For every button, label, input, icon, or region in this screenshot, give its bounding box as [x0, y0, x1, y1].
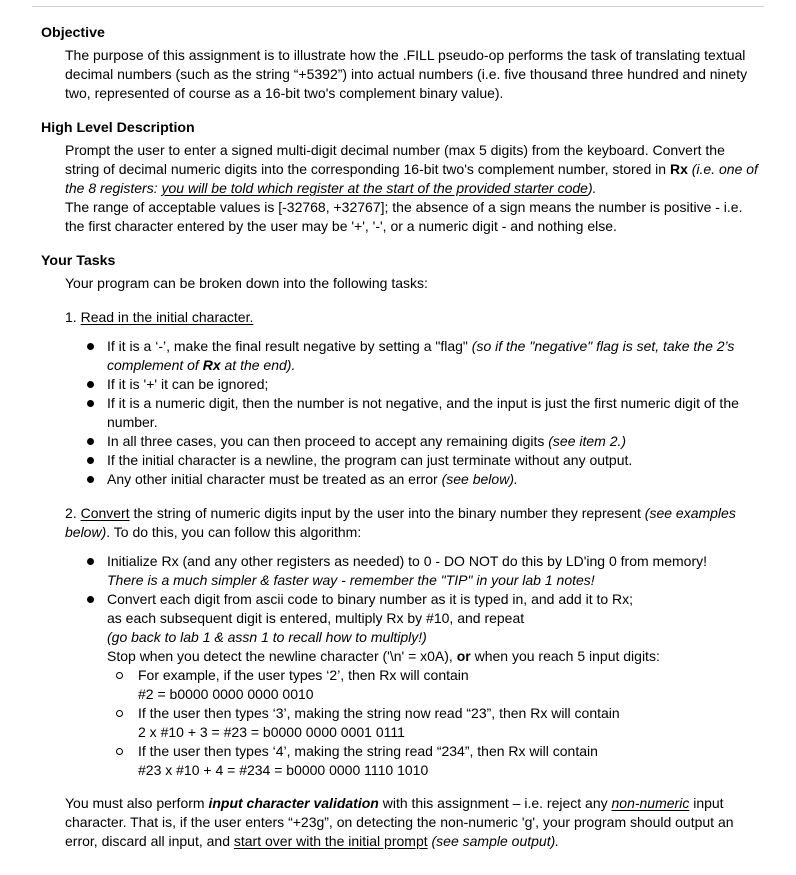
high-level-heading: High Level Description [41, 120, 195, 136]
objective-section [41, 24, 761, 103]
task-2 [65, 504, 761, 780]
validation-paragraph: You must also perform input character validation with this assignment – i.e. reject any non-numeric input character. That is, if the user enters “+23g”, on detecting the non-numeric 'g', your program should output an error, discard all input, and start over with the initial prompt (see sample output). [65, 795, 734, 849]
tasks-intro: Your program can be broken down into the following tasks: [65, 275, 428, 291]
objective-heading: Objective [41, 25, 105, 41]
example-item: For example, if the user types ‘2’, then Rx will contain #2 = b0000 0000 0000 0010 [138, 666, 761, 704]
example-item: If the user then types ‘3’, making the string now read “23”, then Rx will contain 2 x #10 + 3 = #23 = b0000 0000 0001 0111 [138, 704, 761, 742]
list-item: Any other initial character must be treated as an error (see below). [107, 470, 761, 489]
document-body [41, 24, 761, 867]
example-list [107, 666, 761, 780]
objective-text: The purpose of this assignment is to illustrate how the .FILL pseudo-op performs the task of translating textual decimal numbers (such as the string “+5392”) into actual numbers (i.e. five thousand three hundred and ninety two, represented of course as a 16-bit two's complement binary value). [65, 47, 748, 101]
list-item: If it is a numeric digit, then the number is not negative, and the input is just the first numeric digit of the number. [107, 394, 761, 432]
task-1-bullets [65, 337, 761, 489]
list-item: If it is a ‘-’, make the final result negative by setting a "flag" (so if the "negative" flag is set, take the 2’s complement of Rx at the end). [107, 337, 761, 375]
task-1 [65, 308, 761, 489]
example-item: If the user then types ‘4’, making the string read “234”, then Rx will contain #23 x #10 + 4 = #234 = b0000 0000 1110 1010 [138, 742, 761, 780]
task-2-bullets [65, 552, 761, 780]
tasks-heading: Your Tasks [41, 253, 116, 269]
task-1-title: 1. Read in the initial character. [65, 309, 254, 325]
list-item: If it is '+' it can be ignored; [107, 375, 761, 394]
page-top-rule [32, 6, 764, 7]
list-item: In all three cases, you can then proceed to accept any remaining digits (see item 2.) [107, 432, 761, 451]
high-level-paragraph-2: The range of acceptable values is [-32768, +32767]; the absence of a sign means the number is positive - i.e. the first character entered by the user may be '+', '-', or a numeric digit - and nothing else. [65, 199, 743, 234]
register-note-link: you will be told which register at the start of the provided starter code [161, 180, 588, 196]
list-item: Initialize Rx (and any other registers as needed) to 0 - DO NOT do this by LD'ing 0 from memory! There is a much simpler & faster way - remember the "TIP" in your lab 1 notes! [107, 552, 761, 590]
task-2-title: 2. Convert the string of numeric digits input by the user into the binary number they represent (see examples below). To do this, you can follow this algorithm: [65, 505, 736, 540]
tasks-section [41, 252, 761, 851]
high-level-section [41, 119, 761, 236]
list-item: Convert each digit from ascii code to binary number as it is typed in, and add it to Rx; as each subsequent digit is entered, multiply Rx by #10, and repeat (go back to lab 1 & assn 1 to recall how to multiply!) Stop when you detect the newline character ('\n' = x0A), or when you reach 5 input digits: For example, if the user types ‘2’, then Rx will contain #2 = b0000 0000 0000 0010 If the user then types ‘3’, making the string now read “23”, then Rx will contain 2 x #10 + 3 = #23 = b0000 0000 0001 0111 If the user then types ‘4’, making the string read “234”, then Rx will contain #23 x #10 + 4 = #234 = b0000 0000 1110 1010 [107, 590, 761, 780]
list-item: If the initial character is a newline, the program can just terminate without any output. [107, 451, 761, 470]
high-level-paragraph-1: Prompt the user to enter a signed multi-digit decimal number (max 5 digits) from the keyboard. Convert the string of decimal numeric digits into the corresponding 16-bit two's complement number, stored in Rx (i.e. one of the 8 registers: you will be told which register at the start of the provided starter code). [65, 142, 758, 196]
